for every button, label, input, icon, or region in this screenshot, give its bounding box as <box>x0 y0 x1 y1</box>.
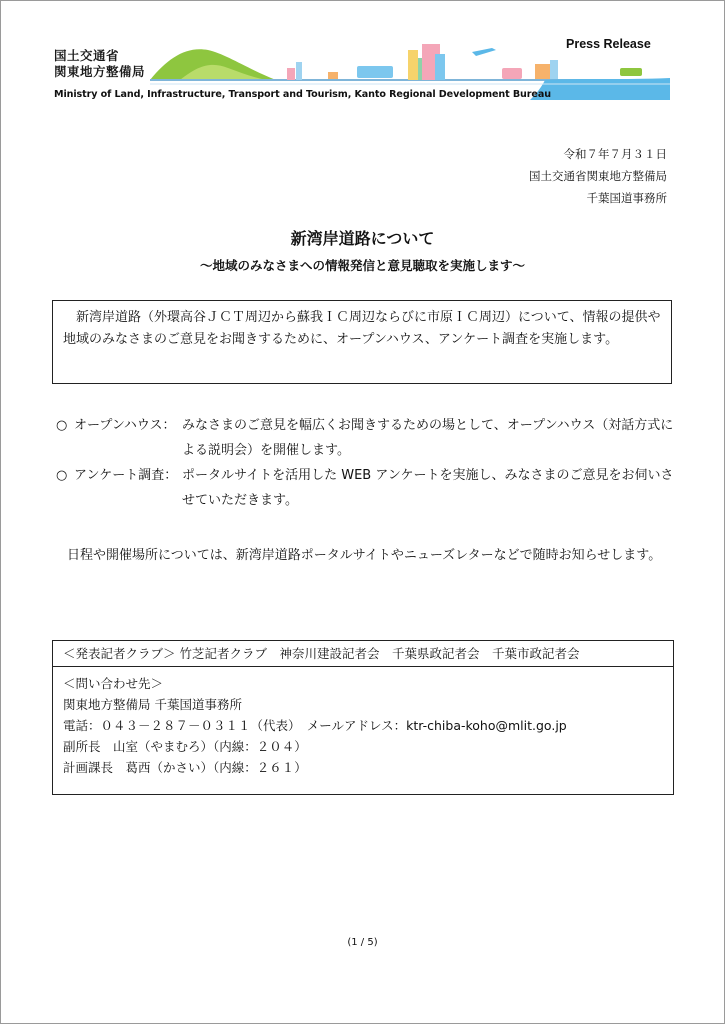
list-item <box>56 463 676 513</box>
building-shape <box>296 62 302 80</box>
bullet-list <box>56 413 676 513</box>
date-issuer-block <box>529 143 667 209</box>
inquiry-phone-email: 電話：０４３－２８７－０３１１（代表） メールアドレス：ktr-chiba-koho@mlit.go.jp <box>63 718 567 733</box>
sea-shape <box>530 78 670 100</box>
car-shape <box>328 72 338 79</box>
issuer-office: 千葉国道事務所 <box>586 191 667 205</box>
page-number: (1 / 5) <box>347 937 378 948</box>
airplane-shape <box>472 48 496 56</box>
document-subtitle: ～地域のみなさまへの情報発信と意見聴取を実施します～ <box>199 258 525 273</box>
crane-shape <box>550 60 558 79</box>
release-date: 令和７年７月３１日 <box>563 147 667 161</box>
bureau-name-line1: 国土交通省 <box>54 48 120 63</box>
bureau-name-line2: 関東地方整備局 <box>54 64 146 79</box>
train-shape <box>357 66 393 78</box>
bureau-name-jp <box>54 48 145 80</box>
ship-shape <box>620 68 642 76</box>
inquiry-person: 計画課長 葛西（かさい）（内線：２６１） <box>63 760 307 775</box>
header <box>0 0 725 110</box>
circle-bullet-icon: ○ <box>56 418 68 433</box>
building-shape <box>408 50 418 80</box>
building-shape <box>287 68 295 80</box>
building-shape <box>435 54 445 80</box>
bureau-name-en: Ministry of Land, Infrastructure, Transport and Tourism, Kanto Regional Development Bureau <box>54 89 551 100</box>
contact-box <box>52 640 674 795</box>
inquiry-office: 関東地方整備局 千葉国道事務所 <box>63 697 242 712</box>
summary-text: 新湾岸道路（外環高谷ＪＣＴ周辺から蘇我ＩＣ周辺ならびに市原ＩＣ周辺）について、情報の提供や地域のみなさまのご意見をお聞きするために、オープンハウス、アンケート調査を実施します。 <box>63 310 661 347</box>
issuer-bureau: 国土交通省関東地方整備局 <box>529 169 667 183</box>
bullet-label: オープンハウス： <box>74 418 176 433</box>
document-title: 新湾岸道路について <box>290 229 435 248</box>
inquiry-block <box>53 667 673 778</box>
inquiry-heading: ＜問い合わせ先＞ <box>63 676 164 691</box>
circle-bullet-icon: ○ <box>56 468 68 483</box>
summary-box <box>52 300 672 384</box>
list-item <box>56 413 676 463</box>
bullet-body: ポータルサイトを活用した WEB アンケートを実施し、みなさまのご意見をお伺いさせていただきます。 <box>182 468 674 508</box>
press-release-label: Press Release <box>566 37 651 51</box>
truck-shape <box>502 68 522 79</box>
inquiry-person: 副所長 山室（やまむろ）（内線：２０４） <box>63 739 307 754</box>
press-club-row: ＜発表記者クラブ＞ 竹芝記者クラブ 神奈川建設記者会 千葉県政記者会 千葉市政記者会 <box>53 641 673 667</box>
bullet-label: アンケート調査： <box>74 468 178 483</box>
closing-paragraph: 日程や開催場所については、新湾岸道路ポータルサイトやニューズレターなどで随時お知らせします。 <box>67 548 662 563</box>
bullet-body: みなさまのご意見を幅広くお聞きするための場として、オープンハウス（対話方式による説明会）を開催します。 <box>182 418 674 458</box>
